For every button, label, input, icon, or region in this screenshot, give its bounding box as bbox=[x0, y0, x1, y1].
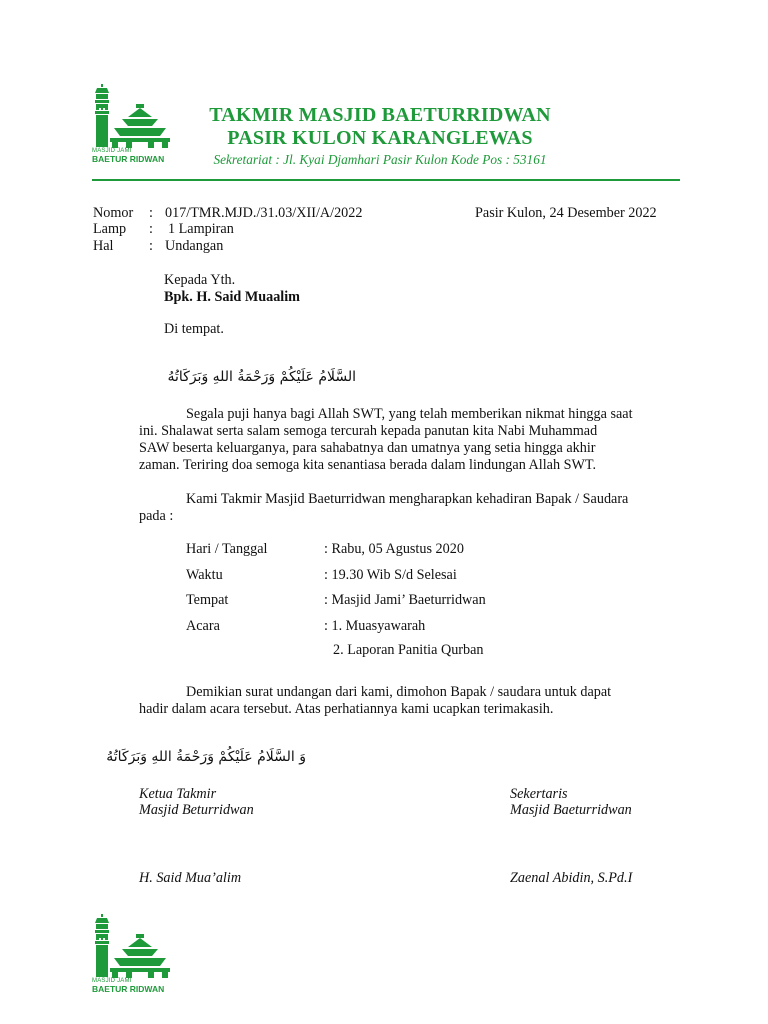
event-agenda-label: Acara bbox=[186, 618, 220, 634]
paragraph3-line1: Demikian surat undangan dari kami, dimohon Bapak / saudara untuk dapat bbox=[186, 684, 612, 700]
sign-left-name: H. Said Mua’alim bbox=[139, 870, 242, 886]
sign-left-role: Ketua Takmir bbox=[139, 786, 217, 802]
nomor-label: Nomor bbox=[93, 205, 134, 221]
paragraph1-line3: SAW beserta keluarganya, para sahabatnya dan umatnya yang setia hingga akhir bbox=[139, 440, 596, 456]
lamp-colon: : bbox=[149, 221, 153, 237]
event-day-value: : Rabu, 05 Agustus 2020 bbox=[324, 541, 464, 557]
footer-logo-caption-small: MASJID JAMI bbox=[92, 978, 132, 984]
paragraph1-line2: ini. Shalawat serta salam semoga tercurah kepada panutan kita Nabi Muhammad bbox=[139, 423, 598, 439]
greeting-open: السَّلَامُ عَلَيْكُمْ وَرَحْمَةُ اللهِ وَبَرَكَاتُهُ bbox=[167, 369, 356, 385]
paragraph3-line2: hadir dalam acara tersebut. Atas perhatiannya kami ucapkan terimakasih. bbox=[139, 701, 554, 717]
hal-label: Hal bbox=[93, 238, 114, 254]
sign-left-org: Masjid Beturridwan bbox=[139, 802, 254, 818]
org-title: TAKMIR MASJID BAETURRIDWAN bbox=[209, 104, 551, 126]
paragraph1-line1: Segala puji hanya bagi Allah SWT, yang telah memberikan nikmat hingga saat bbox=[186, 406, 633, 422]
sign-right-name: Zaenal Abidin, S.Pd.I bbox=[510, 870, 633, 886]
footer-logo-caption-name: BAETUR RIDWAN bbox=[92, 984, 165, 994]
sign-right-org: Masjid Baeturridwan bbox=[510, 802, 632, 818]
mosque-icon bbox=[92, 914, 172, 980]
greeting-close: وَ السَّلَامُ عَلَيْكُمْ وَرَحْمَةُ اللهِ وَبَرَكَاتُهُ bbox=[106, 749, 306, 765]
recipient-place: Di tempat. bbox=[164, 321, 224, 337]
event-time-value: : 19.30 Wib S/d Selesai bbox=[324, 567, 457, 583]
event-agenda-item2: 2. Laporan Panitia Qurban bbox=[333, 642, 484, 658]
lamp-value: 1 Lampiran bbox=[168, 221, 234, 237]
sign-right-role: Sekertaris bbox=[510, 786, 568, 802]
header-divider bbox=[92, 179, 680, 181]
recipient-name: Bpk. H. Said Muaalim bbox=[164, 289, 301, 305]
header-logo bbox=[92, 84, 182, 180]
mosque-icon bbox=[92, 84, 172, 150]
hal-colon: : bbox=[149, 238, 153, 254]
event-agenda-item1: : 1. Muasyawarah bbox=[324, 618, 426, 634]
event-place-value: : Masjid Jami’ Baeturridwan bbox=[324, 592, 486, 608]
recipient-to: Kepada Yth. bbox=[164, 272, 236, 288]
place-date: Pasir Kulon, 24 Desember 2022 bbox=[475, 205, 657, 221]
paragraph2-line1: Kami Takmir Masjid Baeturridwan mengharapkan kehadiran Bapak / Saudara bbox=[186, 491, 629, 507]
footer-logo bbox=[92, 914, 182, 1010]
hal-value: Undangan bbox=[165, 238, 224, 254]
logo-caption-name: BAETUR RIDWAN bbox=[92, 154, 165, 164]
org-address: Sekretariat : Jl. Kyai Djamhari Pasir Kulon Kode Pos : 53161 bbox=[213, 152, 547, 167]
event-place-label: Tempat bbox=[186, 592, 229, 608]
paragraph1-line4: zaman. Teriring doa semoga kita senantiasa berada dalam lindungan Allah SWT. bbox=[139, 457, 597, 473]
logo-caption-small: MASJID JAMI bbox=[92, 148, 132, 154]
lamp-label: Lamp bbox=[93, 221, 127, 237]
nomor-value: 017/TMR.MJD./31.03/XII/A/2022 bbox=[165, 205, 363, 221]
nomor-colon: : bbox=[149, 205, 153, 221]
event-time-label: Waktu bbox=[186, 567, 223, 583]
org-location: PASIR KULON KARANGLEWAS bbox=[227, 127, 533, 149]
event-day-label: Hari / Tanggal bbox=[186, 541, 268, 557]
paragraph2-line2: pada : bbox=[139, 508, 174, 524]
